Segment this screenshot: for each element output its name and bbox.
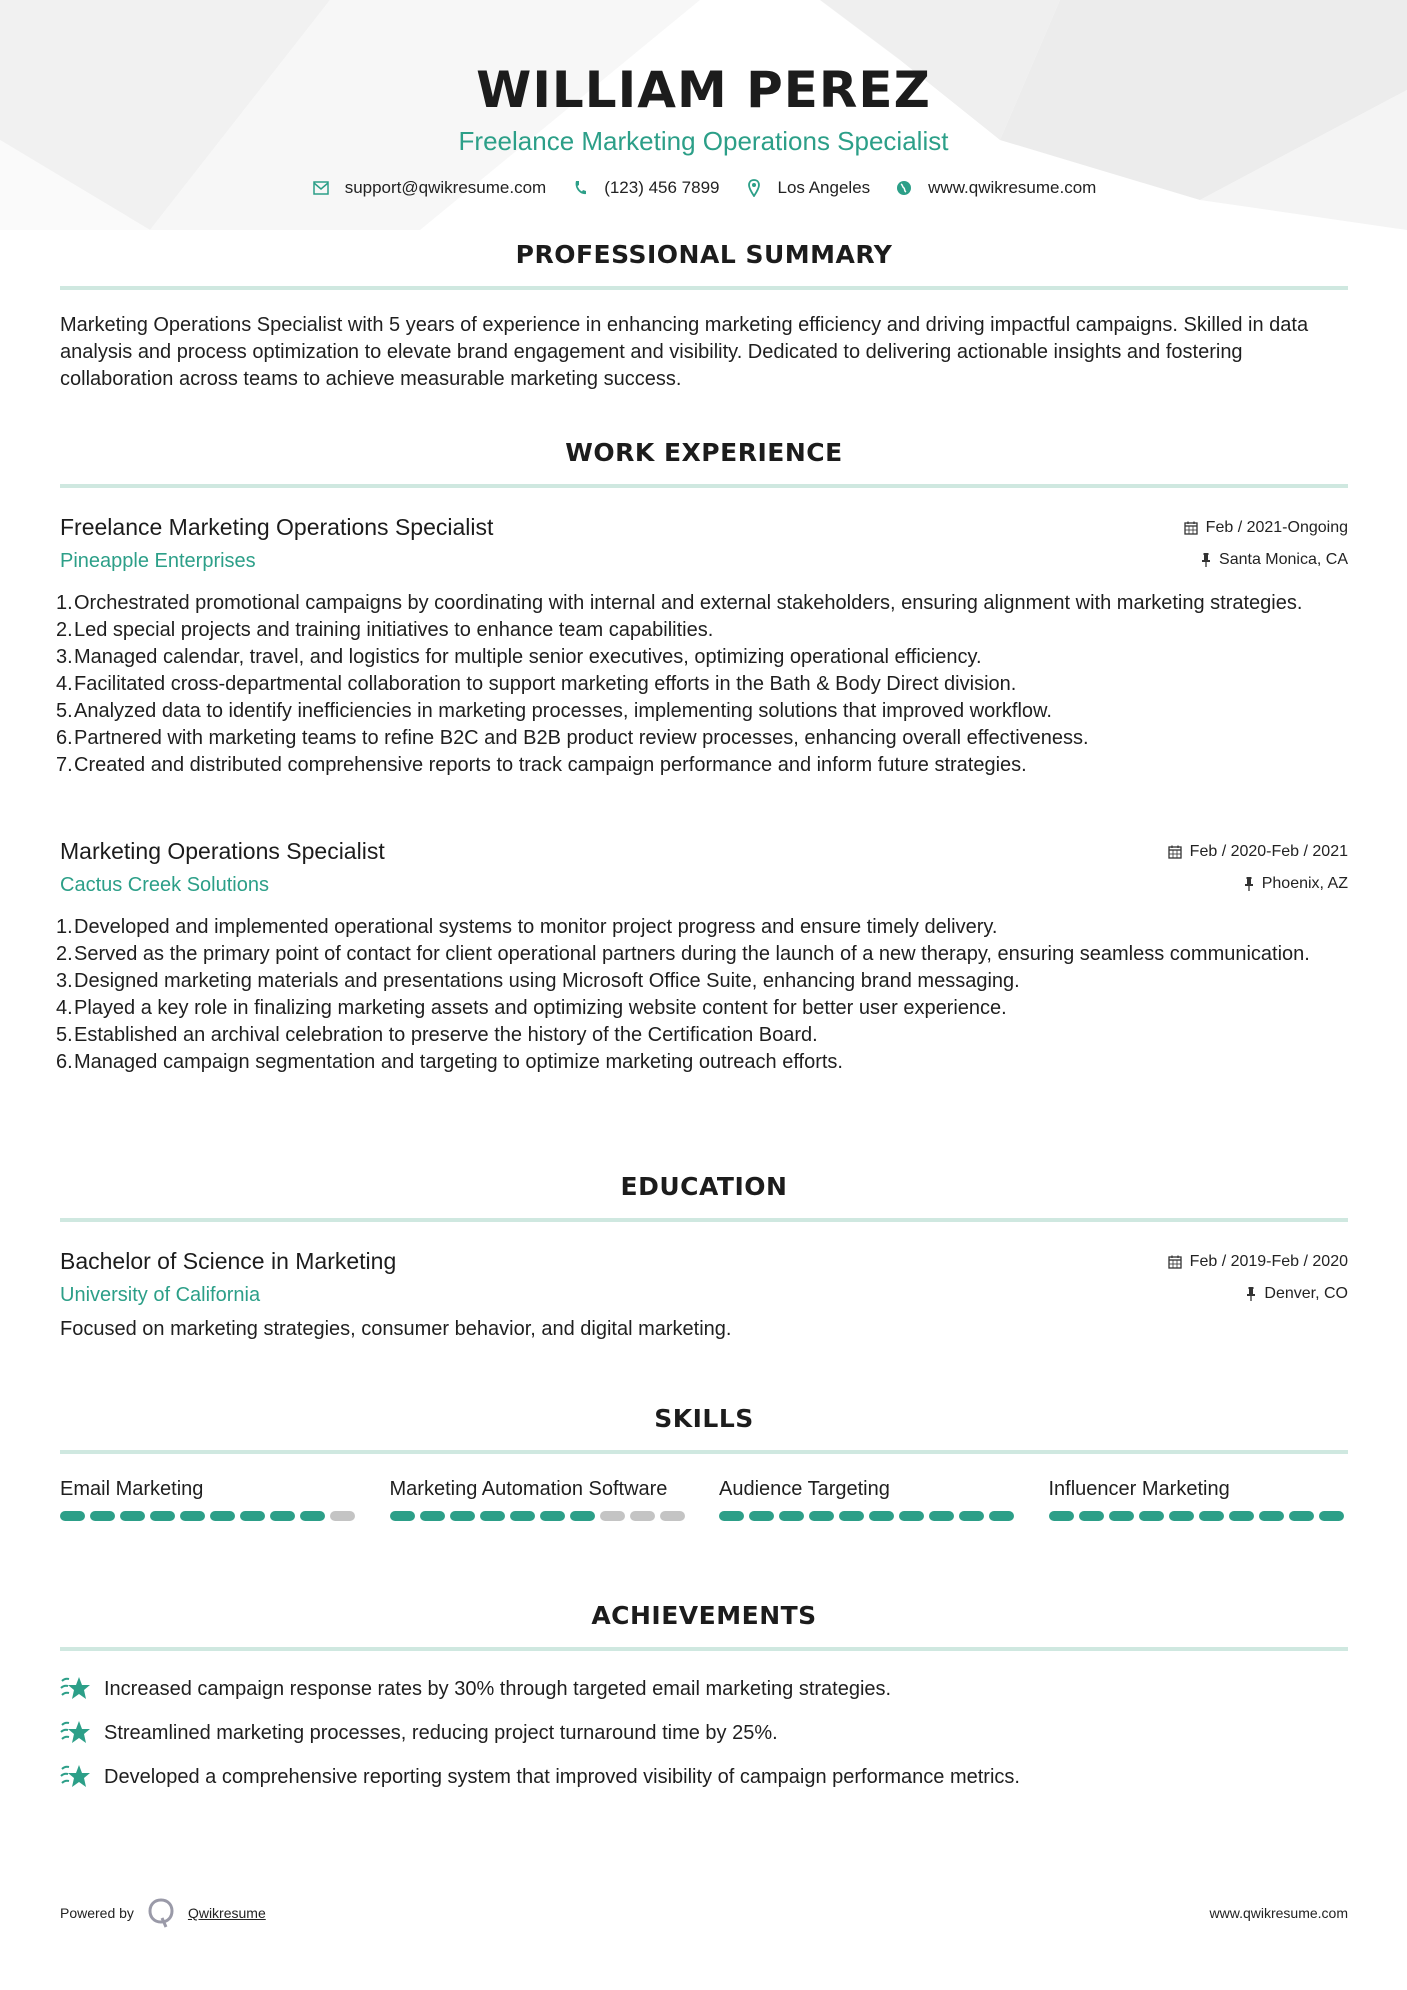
skill-segment-filled (929, 1511, 954, 1521)
contact-website-text: www.qwikresume.com (928, 178, 1097, 197)
skill-segment-filled (120, 1511, 145, 1521)
skill-segment-filled (989, 1511, 1014, 1521)
bullet-item: 6. Partnered with marketing teams to refine B2C and B2B product review processes, enhancing overall effectiveness. (56, 727, 1089, 749)
skill-name: Influencer Marketing (1048, 1478, 1230, 1500)
skill-segment-filled (1229, 1511, 1254, 1521)
education-date-text: Feb / 2019-Feb / 2020 (1189, 1253, 1348, 1270)
skill-segment-filled (90, 1511, 115, 1521)
skill-item (719, 1476, 1019, 1521)
skill-item (1049, 1476, 1349, 1521)
skill-segment-filled (60, 1511, 85, 1521)
job-header (60, 512, 1348, 582)
skill-segment-filled (1289, 1511, 1314, 1521)
contact-email[interactable] (311, 178, 547, 198)
skill-name: Marketing Automation Software (389, 1478, 668, 1500)
education-section (60, 1172, 1348, 1343)
job-entry (56, 512, 1348, 779)
education-heading: EDUCATION (620, 1172, 788, 1201)
contact-phone[interactable] (570, 178, 719, 198)
section-divider (60, 1647, 1348, 1651)
summary-heading: PROFESSIONAL SUMMARY (515, 240, 893, 269)
candidate-name: WILLIAM PEREZ (476, 61, 931, 119)
skills-section (60, 1404, 1348, 1521)
star-achievement-icon (60, 1719, 94, 1747)
contact-email-text: support@qwikresume.com (344, 178, 547, 197)
bullet-item: 5. Analyzed data to identify inefficiencies in marketing processes, implementing solutions that improved workflow. (56, 700, 1052, 722)
powered-by (60, 1898, 266, 1928)
achievements-list (60, 1667, 1348, 1799)
contact-location-text: Los Angeles (777, 178, 871, 197)
job-date-text: Feb / 2021-Ongoing (1205, 519, 1348, 536)
skill-segment-filled (480, 1511, 505, 1521)
powered-by-label: Powered by (60, 1905, 134, 1921)
calendar-icon (1168, 845, 1182, 859)
skills-list (60, 1476, 1348, 1521)
phone-icon (570, 178, 590, 198)
skill-item (60, 1476, 360, 1521)
job-bullets (56, 914, 1348, 1076)
skill-segment-filled (1319, 1511, 1344, 1521)
qwikresume-logo-icon (148, 1898, 174, 1928)
contact-website[interactable] (894, 178, 1096, 198)
job-date (1168, 842, 1348, 862)
contact-location (744, 178, 871, 198)
bullet-item: 1. Orchestrated promotional campaigns by coordinating with internal and external stakeholders, ensuring alignment with marketing strategies. (56, 592, 1303, 614)
skill-segment-filled (390, 1511, 415, 1521)
job-date-text: Feb / 2020-Feb / 2021 (1189, 843, 1348, 860)
experience-section (56, 438, 1348, 1073)
achievements-section (60, 1601, 1348, 1799)
qwikresume-link[interactable]: Qwikresume (187, 1905, 266, 1921)
education-header (60, 1246, 1348, 1316)
skill-segment-filled (150, 1511, 175, 1521)
bullet-item: 5. Established an archival celebration to preserve the history of the Certification Board. (56, 1024, 818, 1046)
resume-header (0, 0, 1407, 198)
skill-segment-filled (300, 1511, 325, 1521)
bullet-item: 2. Served as the primary point of contact for client operational partners during the launch of a new therapy, ensuring seamless communication. (56, 943, 1310, 965)
job-entry (56, 836, 1348, 1076)
job-title: Marketing Operations Specialist (60, 838, 385, 864)
achievement-text: Streamlined marketing processes, reducing project turnaround time by 25%. (104, 1721, 778, 1744)
envelope-icon (311, 178, 331, 198)
job-location-text: Santa Monica, CA (1219, 551, 1348, 568)
job-date (1184, 518, 1348, 538)
skill-segment-filled (210, 1511, 235, 1521)
summary-text: Marketing Operations Specialist with 5 years of experience in enhancing marketing efficiency and driving impactful campaigns. Skilled in data analysis and process optimization to elevate brand engagement and visibility. Dedicated to delivering actionable insights and fostering collaboration across teams to achieve measurable marketing success. (60, 314, 1309, 390)
section-divider (60, 286, 1348, 290)
achievement-text: Increased campaign response rates by 30% through targeted email marketing strategies. (104, 1677, 892, 1700)
bullet-item: 3. Designed marketing materials and presentations using Microsoft Office Suite, enhancing brand messaging. (56, 970, 1020, 992)
skill-segment-filled (779, 1511, 804, 1521)
skill-rating-bar (1049, 1511, 1349, 1521)
candidate-title: Freelance Marketing Operations Specialist (458, 126, 949, 156)
skill-segment-filled (240, 1511, 265, 1521)
skill-segment-filled (1199, 1511, 1224, 1521)
skill-segment-filled (420, 1511, 445, 1521)
job-title: Freelance Marketing Operations Specialist (60, 514, 494, 540)
bullet-item: 7. Created and distributed comprehensive reports to track campaign performance and inform future strategies. (56, 754, 1027, 776)
achievement-item (60, 1711, 1348, 1755)
footer-website[interactable]: www.qwikresume.com (1209, 1905, 1348, 1921)
pushpin-icon (1244, 877, 1254, 891)
map-pin-icon (744, 178, 764, 198)
skill-segment-filled (809, 1511, 834, 1521)
bullet-item: 2. Led special projects and training initiatives to enhance team capabilities. (56, 619, 714, 641)
skill-segment-empty (660, 1511, 685, 1521)
skill-segment-filled (1139, 1511, 1164, 1521)
star-achievement-icon (60, 1675, 94, 1703)
experience-heading: WORK EXPERIENCE (565, 438, 843, 467)
education-entry (60, 1246, 1348, 1343)
pushpin-icon (1246, 1287, 1256, 1301)
bullet-item: 3. Managed calendar, travel, and logistics for multiple senior executives, optimizing operational efficiency. (56, 646, 982, 668)
skill-segment-filled (1169, 1511, 1194, 1521)
star-achievement-icon (60, 1763, 94, 1791)
education-location-text: Denver, CO (1264, 1285, 1348, 1302)
bullet-item: 4. Played a key role in finalizing marketing assets and optimizing website content for better user experience. (56, 997, 1007, 1019)
skill-segment-filled (1079, 1511, 1104, 1521)
skill-segment-filled (570, 1511, 595, 1521)
contact-phone-text: (123) 456 7899 (604, 178, 720, 197)
education-location (1246, 1284, 1348, 1304)
bullet-item: 4. Facilitated cross-departmental collaboration to support marketing efforts in the Bath & Body Direct division. (56, 673, 1017, 695)
job-location-text: Phoenix, AZ (1261, 875, 1348, 892)
pushpin-icon (1201, 553, 1211, 567)
contact-bar (0, 178, 1407, 198)
skill-segment-filled (959, 1511, 984, 1521)
section-divider (60, 484, 1348, 488)
skill-segment-filled (839, 1511, 864, 1521)
skill-segment-filled (180, 1511, 205, 1521)
achievement-item (60, 1755, 1348, 1799)
achievement-text: Developed a comprehensive reporting system that improved visibility of campaign performance metrics. (104, 1765, 1020, 1788)
job-bullets (56, 590, 1348, 779)
job-location (1201, 550, 1348, 570)
job-location (1244, 874, 1348, 894)
school-name: University of California (60, 1284, 261, 1306)
skill-segment-filled (540, 1511, 565, 1521)
achievement-item (60, 1667, 1348, 1711)
skill-segment-filled (270, 1511, 295, 1521)
skill-rating-bar (390, 1511, 690, 1521)
skill-rating-bar (60, 1511, 360, 1521)
skill-segment-filled (899, 1511, 924, 1521)
skill-segment-filled (1109, 1511, 1134, 1521)
skill-rating-bar (719, 1511, 1019, 1521)
skill-segment-filled (869, 1511, 894, 1521)
bullet-item: 6. Managed campaign segmentation and targeting to optimize marketing outreach efforts. (56, 1051, 843, 1073)
education-description: Focused on marketing strategies, consumer behavior, and digital marketing. (60, 1318, 732, 1340)
page-footer (60, 1898, 1348, 1928)
calendar-icon (1168, 1255, 1182, 1269)
education-date (1168, 1252, 1348, 1272)
skill-segment-filled (450, 1511, 475, 1521)
job-company: Pineapple Enterprises (60, 550, 256, 572)
achievements-heading: ACHIEVEMENTS (591, 1601, 817, 1630)
section-divider (60, 1218, 1348, 1222)
job-header (60, 836, 1348, 906)
section-divider (60, 1450, 1348, 1454)
skill-segment-empty (600, 1511, 625, 1521)
skill-name: Email Marketing (60, 1478, 204, 1500)
skill-name: Audience Targeting (719, 1478, 890, 1500)
bullet-item: 1. Developed and implemented operational systems to monitor project progress and ensure timely delivery. (56, 916, 998, 938)
skill-segment-filled (1049, 1511, 1074, 1521)
skill-segment-empty (630, 1511, 655, 1521)
skill-item (390, 1476, 690, 1521)
job-company: Cactus Creek Solutions (60, 874, 269, 896)
skill-segment-filled (1259, 1511, 1284, 1521)
summary-section (60, 240, 1348, 393)
calendar-icon (1184, 521, 1198, 535)
skill-segment-empty (330, 1511, 355, 1521)
skills-heading: SKILLS (654, 1404, 754, 1433)
skill-segment-filled (510, 1511, 535, 1521)
skill-segment-filled (749, 1511, 774, 1521)
skill-segment-filled (719, 1511, 744, 1521)
globe-icon (894, 178, 914, 198)
degree-title: Bachelor of Science in Marketing (60, 1248, 397, 1274)
